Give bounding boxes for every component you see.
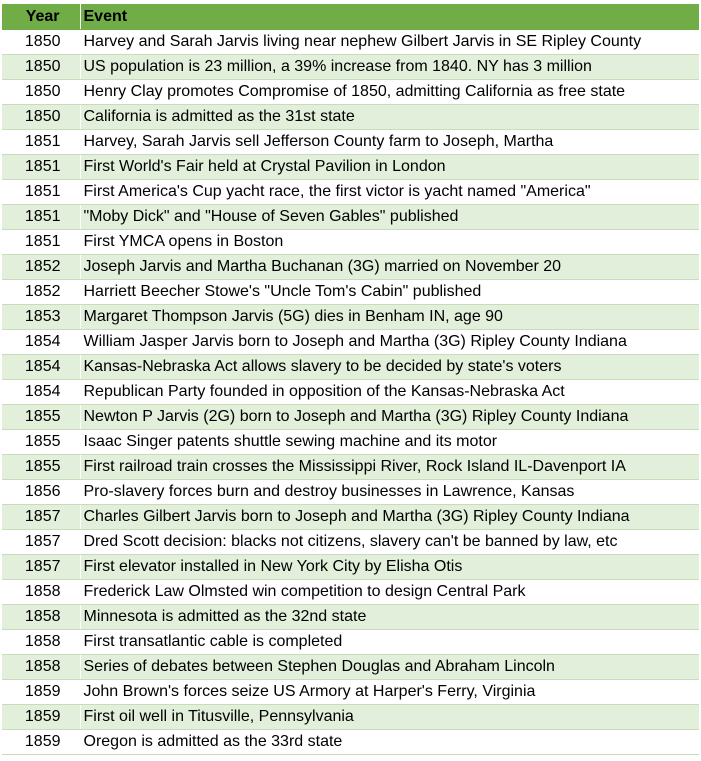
table-row (2, 30, 699, 55)
year-cell: 1854 (2, 380, 80, 405)
event-cell: Joseph Jarvis and Martha Buchanan (3G) married on November 20 (80, 255, 699, 280)
event-cell: US population is 23 million, a 39% increase from 1840. NY has 3 million (80, 55, 699, 80)
year-cell: 1854 (2, 330, 80, 355)
year-cell: 1855 (2, 430, 80, 455)
year-cell: 1858 (2, 580, 80, 605)
event-cell: Kansas-Nebraska Act allows slavery to be decided by state's voters (80, 355, 699, 380)
event-cell: Harvey, Sarah Jarvis sell Jefferson County farm to Joseph, Martha (80, 130, 699, 155)
event-column-header: Event (80, 5, 699, 30)
table-row (2, 630, 699, 655)
year-cell: 1859 (2, 680, 80, 705)
year-cell: 1858 (2, 630, 80, 655)
event-cell: Harvey and Sarah Jarvis living near nephew Gilbert Jarvis in SE Ripley County (80, 30, 699, 55)
table-row (2, 380, 699, 405)
table-row (2, 180, 699, 205)
year-cell: 1856 (2, 480, 80, 505)
table-body (2, 30, 699, 755)
table-row (2, 480, 699, 505)
year-cell: 1852 (2, 255, 80, 280)
table-row (2, 705, 699, 730)
event-cell: Margaret Thompson Jarvis (5G) dies in Benham IN, age 90 (80, 305, 699, 330)
year-cell: 1852 (2, 280, 80, 305)
table-row (2, 580, 699, 605)
event-cell: First railroad train crosses the Mississippi River, Rock Island IL-Davenport IA (80, 455, 699, 480)
event-cell: Series of debates between Stephen Douglas and Abraham Lincoln (80, 655, 699, 680)
header-row (2, 5, 699, 30)
table-row (2, 530, 699, 555)
timeline-table (2, 4, 699, 755)
table-row (2, 605, 699, 630)
table-header (2, 5, 699, 30)
table-row (2, 430, 699, 455)
table-row (2, 205, 699, 230)
year-cell: 1850 (2, 80, 80, 105)
event-cell: Henry Clay promotes Compromise of 1850, admitting California as free state (80, 80, 699, 105)
table-row (2, 255, 699, 280)
table-row (2, 280, 699, 305)
event-cell: Minnesota is admitted as the 32nd state (80, 605, 699, 630)
year-cell: 1857 (2, 505, 80, 530)
year-cell: 1857 (2, 555, 80, 580)
table-row (2, 655, 699, 680)
event-cell: Charles Gilbert Jarvis born to Joseph and Martha (3G) Ripley County Indiana (80, 505, 699, 530)
table-row (2, 405, 699, 430)
table-row (2, 80, 699, 105)
event-cell: Dred Scott decision: blacks not citizens, slavery can't be banned by law, etc (80, 530, 699, 555)
event-cell: First oil well in Titusville, Pennsylvania (80, 705, 699, 730)
table-row (2, 680, 699, 705)
table-row (2, 105, 699, 130)
year-cell: 1858 (2, 655, 80, 680)
event-cell: Frederick Law Olmsted win competition to design Central Park (80, 580, 699, 605)
table-row (2, 730, 699, 755)
event-cell: California is admitted as the 31st state (80, 105, 699, 130)
table-row (2, 55, 699, 80)
table-row (2, 555, 699, 580)
table-row (2, 355, 699, 380)
year-cell: 1851 (2, 155, 80, 180)
event-cell: John Brown's forces seize US Armory at Harper's Ferry, Virginia (80, 680, 699, 705)
event-cell: First YMCA opens in Boston (80, 230, 699, 255)
year-column-header: Year (2, 5, 80, 30)
year-cell: 1851 (2, 205, 80, 230)
event-cell: Newton P Jarvis (2G) born to Joseph and Martha (3G) Ripley County Indiana (80, 405, 699, 430)
event-cell: Harriett Beecher Stowe's "Uncle Tom's Cabin" published (80, 280, 699, 305)
event-cell: First elevator installed in New York City by Elisha Otis (80, 555, 699, 580)
year-cell: 1854 (2, 355, 80, 380)
year-cell: 1858 (2, 605, 80, 630)
event-cell: First America's Cup yacht race, the first victor is yacht named "America" (80, 180, 699, 205)
year-cell: 1851 (2, 230, 80, 255)
event-cell: Oregon is admitted as the 33rd state (80, 730, 699, 755)
year-cell: 1850 (2, 105, 80, 130)
event-cell: William Jasper Jarvis born to Joseph and Martha (3G) Ripley County Indiana (80, 330, 699, 355)
year-cell: 1851 (2, 180, 80, 205)
year-cell: 1853 (2, 305, 80, 330)
year-cell: 1855 (2, 455, 80, 480)
year-cell: 1859 (2, 705, 80, 730)
table-row (2, 330, 699, 355)
table-row (2, 230, 699, 255)
event-cell: First transatlantic cable is completed (80, 630, 699, 655)
event-cell: "Moby Dick" and "House of Seven Gables" published (80, 205, 699, 230)
table-row (2, 305, 699, 330)
table-row (2, 505, 699, 530)
event-cell: Isaac Singer patents shuttle sewing machine and its motor (80, 430, 699, 455)
year-cell: 1851 (2, 130, 80, 155)
event-cell: First World's Fair held at Crystal Pavilion in London (80, 155, 699, 180)
year-cell: 1857 (2, 530, 80, 555)
event-cell: Republican Party founded in opposition of the Kansas-Nebraska Act (80, 380, 699, 405)
year-cell: 1850 (2, 55, 80, 80)
event-cell: Pro-slavery forces burn and destroy businesses in Lawrence, Kansas (80, 480, 699, 505)
table-row (2, 130, 699, 155)
year-cell: 1855 (2, 405, 80, 430)
table-row (2, 155, 699, 180)
table-row (2, 455, 699, 480)
year-cell: 1850 (2, 30, 80, 55)
year-cell: 1859 (2, 730, 80, 755)
